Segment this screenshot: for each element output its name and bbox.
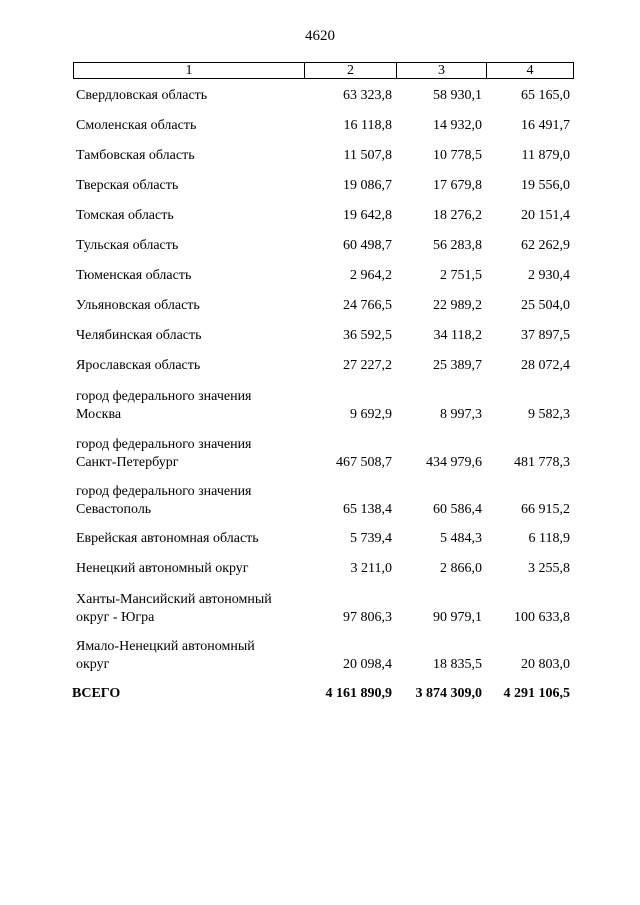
region-name: Ненецкий автономный округ <box>76 560 249 576</box>
region-name <box>76 591 306 627</box>
table-row <box>0 170 640 200</box>
region-name-line2: округ <box>76 657 110 672</box>
value-col-2: 467 508,7 <box>336 454 392 470</box>
value-col-4: 3 255,8 <box>528 560 570 576</box>
value-col-4: 11 879,0 <box>521 148 570 163</box>
region-name <box>76 483 306 519</box>
value-col-3: 10 778,5 <box>433 148 482 163</box>
region-name: Смоленская область <box>76 118 197 133</box>
value-col-2: 36 592,5 <box>343 328 392 343</box>
region-name: Ярославская область <box>76 358 201 373</box>
value-col-2: 97 806,3 <box>343 609 392 625</box>
table-row <box>0 553 640 583</box>
value-col-2: 60 498,7 <box>343 238 392 253</box>
value-col-2: 63 323,8 <box>343 88 392 103</box>
region-name-line2: Севастополь <box>76 502 152 517</box>
region-name: Тамбовская область <box>76 148 195 163</box>
region-name-line2: Москва <box>76 407 122 422</box>
value-col-3: 58 930,1 <box>433 88 482 103</box>
table-row <box>0 350 640 380</box>
value-col-3: 56 283,8 <box>433 238 482 253</box>
header-col-4: 4 <box>526 63 534 78</box>
value-col-4: 481 778,3 <box>514 454 570 470</box>
table-row <box>0 80 640 110</box>
region-name: Тюменская область <box>76 268 192 283</box>
region-name: Тульская область <box>76 238 179 253</box>
value-col-4: 66 915,2 <box>521 502 570 517</box>
region-name: Томская область <box>76 208 174 223</box>
table-row <box>0 475 640 523</box>
value-col-4: 6 118,9 <box>528 530 570 546</box>
value-col-2: 9 692,9 <box>350 407 392 422</box>
region-name <box>76 436 306 472</box>
value-col-3: 18 276,2 <box>433 208 482 223</box>
value-col-3: 34 118,2 <box>433 328 482 343</box>
total-col-4: 4 291 106,5 <box>503 685 570 701</box>
table-row <box>0 380 640 428</box>
region-name: Еврейская автономная область <box>76 530 259 546</box>
value-col-2: 24 766,5 <box>343 298 392 313</box>
value-col-2: 2 964,2 <box>350 268 392 283</box>
table-row <box>0 320 640 350</box>
value-col-3: 22 989,2 <box>433 298 482 313</box>
total-col-3: 3 874 309,0 <box>415 685 482 701</box>
region-name-line1: Ханты-Мансийский автономный <box>76 591 272 607</box>
value-col-3: 90 979,1 <box>433 609 482 625</box>
table-row <box>0 630 640 678</box>
table-row <box>0 290 640 320</box>
region-name: Свердловская область <box>76 88 208 103</box>
value-col-2: 16 118,8 <box>343 118 392 133</box>
value-col-2: 3 211,0 <box>350 560 392 576</box>
value-col-4: 9 582,3 <box>528 407 570 422</box>
value-col-3: 18 835,5 <box>433 657 482 672</box>
value-col-3: 17 679,8 <box>433 178 482 193</box>
value-col-2: 5 739,4 <box>350 530 392 546</box>
value-col-3: 8 997,3 <box>440 407 482 422</box>
region-name: Тверская область <box>76 178 179 193</box>
region-name-line2: округ - Югра <box>76 609 155 625</box>
table-row <box>0 523 640 553</box>
region-name-line2: Санкт-Петербург <box>76 454 179 470</box>
value-col-4: 25 504,0 <box>521 298 570 313</box>
header-col-3: 3 <box>397 63 487 78</box>
header-col-1: 1 <box>74 63 305 78</box>
value-col-4: 20 803,0 <box>521 657 570 672</box>
region-name-line1: город федерального значения <box>76 484 252 499</box>
value-col-4: 100 633,8 <box>514 609 570 625</box>
table-header <box>73 62 574 79</box>
value-col-4: 16 491,7 <box>521 118 570 133</box>
table-row <box>0 260 640 290</box>
value-col-2: 27 227,2 <box>343 358 392 373</box>
page-number: 4620 <box>305 28 335 44</box>
region-name-line1: город федерального значения <box>76 389 252 404</box>
value-col-4: 62 262,9 <box>521 238 570 253</box>
table-row <box>0 230 640 260</box>
table-row <box>0 110 640 140</box>
value-col-4: 2 930,4 <box>528 268 570 283</box>
value-col-3: 5 484,3 <box>440 530 482 546</box>
value-col-3: 14 932,0 <box>433 118 482 133</box>
region-name <box>76 388 306 424</box>
region-name-line1: город федерального значения <box>76 436 252 452</box>
value-col-4: 28 072,4 <box>521 358 570 373</box>
value-col-2: 19 642,8 <box>343 208 392 223</box>
table-body <box>0 80 640 708</box>
value-col-2: 20 098,4 <box>343 657 392 672</box>
table-row <box>0 428 640 476</box>
value-col-3: 434 979,6 <box>426 454 482 470</box>
value-col-4: 37 897,5 <box>521 328 570 343</box>
value-col-2: 65 138,4 <box>343 502 392 517</box>
region-name <box>76 638 306 674</box>
region-name-line1: Ямало-Ненецкий автономный <box>76 639 255 654</box>
header-col-2: 2 <box>305 63 397 78</box>
value-col-3: 25 389,7 <box>433 358 482 373</box>
value-col-2: 19 086,7 <box>343 178 392 193</box>
value-col-4: 65 165,0 <box>521 88 570 103</box>
region-name: Челябинская область <box>76 328 202 343</box>
total-row <box>0 678 640 708</box>
value-col-4: 20 151,4 <box>521 208 570 223</box>
table-row <box>0 200 640 230</box>
value-col-2: 11 507,8 <box>343 148 392 163</box>
value-col-3: 60 586,4 <box>433 502 482 517</box>
region-name: Ульяновская область <box>76 298 200 313</box>
value-col-3: 2 751,5 <box>440 268 482 283</box>
table-row <box>0 140 640 170</box>
value-col-4: 19 556,0 <box>521 178 570 193</box>
table-row <box>0 583 640 631</box>
total-label: ВСЕГО <box>72 685 121 701</box>
value-col-3: 2 866,0 <box>440 560 482 576</box>
total-col-2: 4 161 890,9 <box>325 685 392 701</box>
